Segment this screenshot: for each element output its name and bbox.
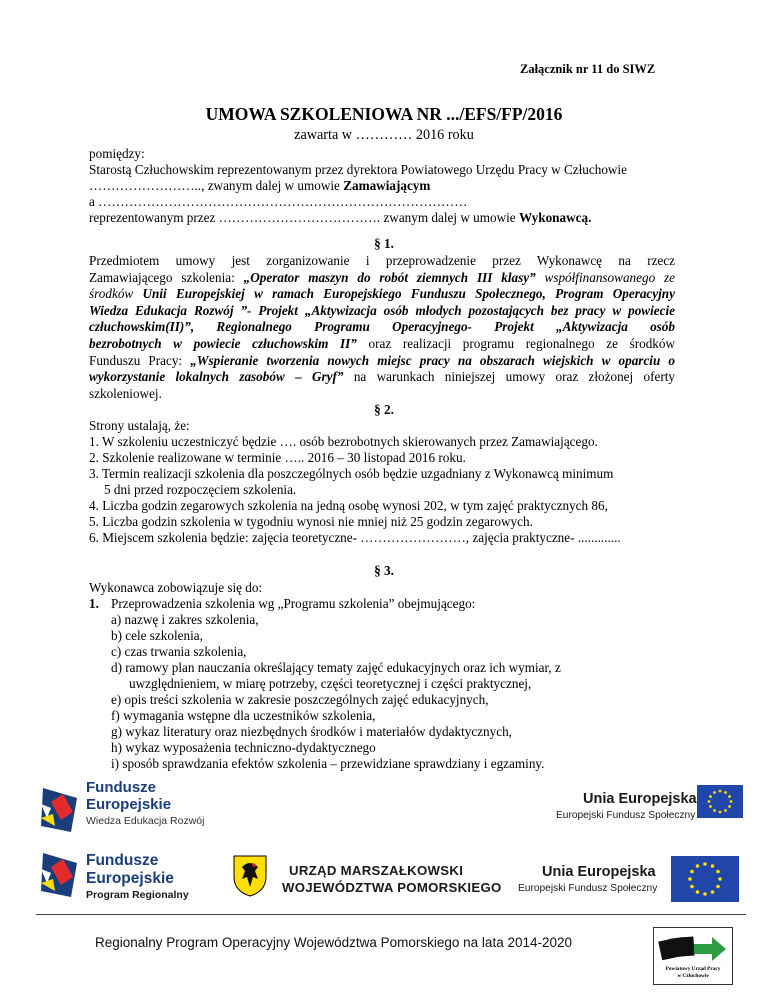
ue2-name: Unia Europejska (542, 864, 656, 880)
list-item: uwzględnieniem, w miarę potrzeby, części teoretycznej i części praktycznej, (129, 676, 532, 691)
annex-label: Załącznik nr 11 do SIWZ (520, 62, 656, 76)
list-item: a) nazwę i zakres szkolenia, (111, 612, 259, 627)
ue1-fund: Europejski Fundusz Społeczny (556, 810, 696, 821)
party-2-line: a ………………………………………………………………………… (89, 194, 468, 209)
list-item: 1. W szkoleniu uczestniczyć będzie …. osób bezrobotnych skierowanych przez Zamawiającego. (89, 434, 598, 449)
list-item: 3. Termin realizacji szkolenia dla poszczególnych osób będzie uzgadniany z Wykonawcą minimum (89, 466, 614, 481)
section-3-heading: § 3. (374, 563, 394, 578)
urzad-marszalkowski-name: URZĄD MARSZAŁKOWSKI WOJEWÓDZTWA POMORSKIEGO (282, 863, 502, 895)
pup-logo (653, 927, 733, 985)
list-item: 2. Szkolenie realizowane w terminie ….. 2016 – 30 listopad 2016 roku. (89, 450, 466, 465)
list-item: d) ramowy plan nauczania określający tematy zajęć edukacyjnych oraz ich wymiar, z (111, 660, 561, 675)
list-item: f) wymagania wstępne dla uczestników szkolenia, (111, 708, 376, 723)
fe1-subtitle: Wiedza Edukacja Rozwój (86, 815, 205, 827)
ue2-fund: Europejski Fundusz Społeczny (518, 883, 658, 894)
concluded-line: zawarta w ………… 2016 roku (294, 127, 474, 143)
footer-program: Regionalny Program Operacyjny Województwa Pomorskiego na lata 2014-2020 (95, 935, 573, 950)
list-item: i) sposób sprawdzania efektów szkolenia – przewidziane sprawdziany i egzaminy. (111, 756, 545, 771)
eu-flag-icon (671, 856, 739, 902)
between-label: pomiędzy: (89, 146, 145, 161)
fe1-name: Fundusze Europejskie (86, 779, 172, 813)
section-2-lead: Strony ustalają, że: (89, 418, 190, 433)
party-1-line: Starostą Człuchowskim reprezentowanym przez dyrektora Powiatowego Urzędu Pracy w Człuchowie (89, 162, 627, 177)
list-item: 5. Liczba godzin szkolenia w tygodniu wynosi nie mniej niż 25 godzin zegarowych. (89, 514, 533, 529)
footer-divider (36, 914, 746, 915)
list-item: 5 dni przed rozpoczęciem szkolenia. (104, 482, 297, 497)
list-item: g) wykaz literatury oraz niezbędnych środków i materiałów dydaktycznych, (111, 724, 512, 739)
list-item: b) cele szkolenia, (111, 628, 203, 643)
section-1-body: Przedmiotem umowy jest zorganizowanie i przeprowadzenie przez Wykonawcę na rzecz Zamawiającego szkolenia: „Operator maszyn do robót ziemnych III klasy” współfinansowanego ze środków Unii Europejskiej w ramach Europejskiego Funduszu Społecznego, Program Operacyjny Wiedza Edukacja Rozwój ”- Projekt „Aktywizacja osób młodych pozostających bez pracy w powiecie człuchowskim(II)”, Regionalnego Programu Operacyjnego- Projekt „Aktywizacja osób bezrobotnych w powiecie człuchowskim II” oraz realizacji programu regionalnego ze środków Funduszu Pracy: „Wspieranie tworzenia nowych miejsc pracy na obszarach wiejskich w oparciu o wykorzystanie lokalnych zasobów – Gryf” na warunkach niniejszej umowy oraz złożonej oferty szkoleniowej. (89, 253, 676, 401)
list-item: h) wykaz wyposażenia techniczno-dydaktycznego (111, 740, 376, 755)
party-1-role: …………………….., zwanym dalej w umowie Zamawiającym (89, 178, 431, 193)
pup-label: Powiatowy Urząd Pracy w Człuchowie (665, 966, 721, 979)
pup-arrow-icon (658, 931, 728, 965)
section-3-point: Przeprowadzenia szkolenia wg „Programu szkolenia” obejmującego: (111, 596, 476, 611)
section-3-number: 1. (89, 596, 99, 611)
party-2-role: reprezentowanym przez ………………………………. zwanym dalej w umowie Wykonawcą. (89, 210, 592, 225)
fe2-subtitle: Program Regionalny (86, 889, 189, 901)
list-item: 4. Liczba godzin zegarowych szkolenia na jedną osobę wynosi 202, w tym zajęć praktycznych 86, (89, 498, 608, 513)
section-3-lead: Wykonawca zobowiązuje się do: (89, 580, 263, 595)
fundusze-europejskie-icon (37, 784, 83, 836)
document-title: UMOWA SZKOLENIOWA NR .../EFS/FP/2016 (205, 104, 563, 124)
eu-flag-icon (697, 785, 743, 818)
fundusze-europejskie-icon (37, 849, 83, 901)
pomorskie-coat-of-arms-icon (233, 855, 267, 897)
fe2-name: Fundusze Europejskie (86, 852, 174, 887)
ue1-name: Unia Europejska (583, 791, 697, 807)
section-1-heading: § 1. (374, 236, 394, 251)
list-item: 6. Miejscem szkolenia będzie: zajęcia teoretyczne- ……………………, zajęcia praktyczne- ............. (89, 530, 621, 545)
list-item: e) opis treści szkolenia w zakresie poszczególnych zajęć edukacyjnych, (111, 692, 489, 707)
list-item: c) czas trwania szkolenia, (111, 644, 247, 659)
section-2-heading: § 2. (374, 402, 394, 417)
